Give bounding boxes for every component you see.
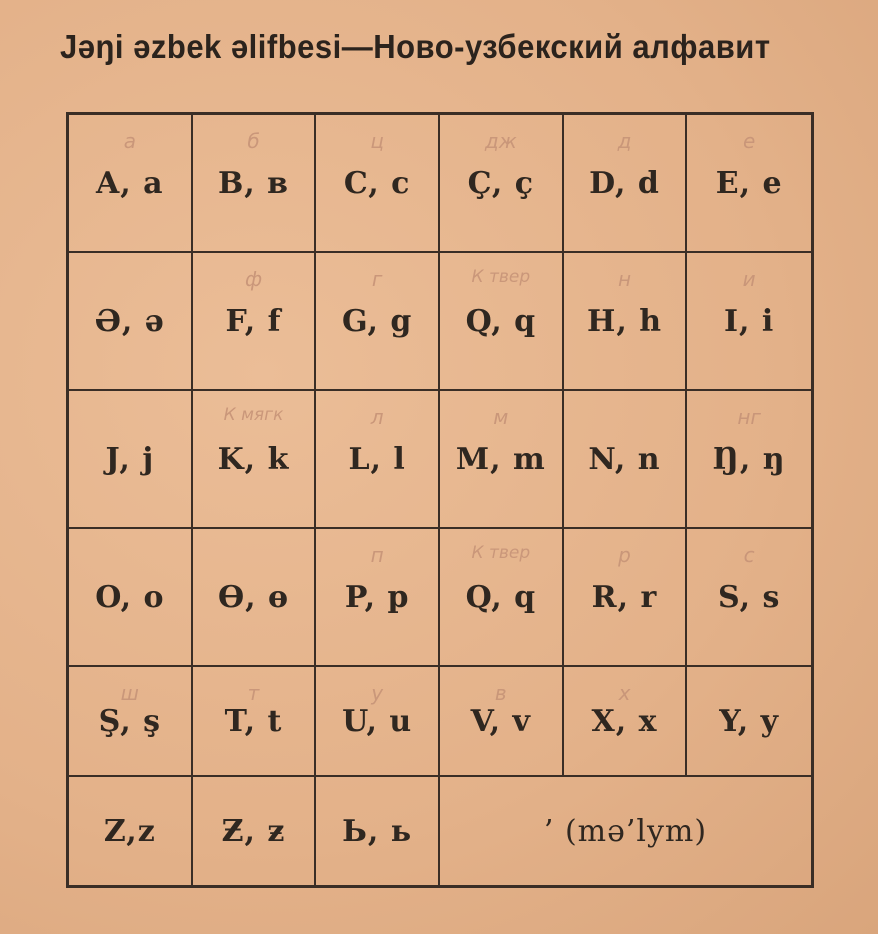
handwritten-note: и xyxy=(742,267,756,291)
handwritten-note: д xyxy=(617,129,632,153)
alphabet-cell xyxy=(564,667,688,777)
letter-label: N, n xyxy=(588,441,661,477)
handwritten-note: т xyxy=(247,681,260,705)
handwritten-note: е xyxy=(743,129,756,153)
letter-label: X, x xyxy=(591,703,658,739)
alphabet-cell xyxy=(687,529,811,667)
handwritten-note: дж xyxy=(484,129,517,153)
alphabet-cell xyxy=(69,253,193,391)
alphabet-cell xyxy=(69,115,193,253)
letter-label: J, j xyxy=(105,441,155,477)
alphabet-cell xyxy=(687,391,811,529)
apostrophe-cell xyxy=(440,777,811,885)
alphabet-cell xyxy=(564,253,688,391)
letter-label: Ɵ, ɵ xyxy=(217,579,289,615)
letter-label: Ƶ, ƶ xyxy=(221,813,286,849)
handwritten-note: в xyxy=(494,681,507,705)
handwritten-note: а xyxy=(123,129,136,153)
letter-label: M, m xyxy=(455,441,546,477)
alphabet-cell xyxy=(564,391,688,529)
handwritten-note: л xyxy=(370,405,384,429)
letter-label: Ь, ь xyxy=(342,813,413,849)
letter-label: D, d xyxy=(589,165,660,201)
handwritten-note: н xyxy=(617,267,632,291)
alphabet-cell xyxy=(440,529,564,667)
alphabet-cell xyxy=(316,253,440,391)
letter-label: F, f xyxy=(225,303,282,339)
alphabet-cell xyxy=(440,115,564,253)
letter-label: H, h xyxy=(586,303,663,339)
alphabet-cell xyxy=(316,777,440,885)
letter-label: Ə, ə xyxy=(94,303,165,339)
handwritten-note: ф xyxy=(244,267,263,291)
alphabet-cell xyxy=(440,253,564,391)
alphabet-cell xyxy=(316,391,440,529)
letter-label: T, t xyxy=(224,703,283,739)
letter-label: Q, q xyxy=(465,579,537,615)
handwritten-note: К твер xyxy=(471,267,531,287)
letter-label: V, v xyxy=(470,703,531,739)
handwritten-note: К мягк xyxy=(223,405,284,425)
letter-label: Q, q xyxy=(465,303,537,339)
handwritten-note: у xyxy=(371,681,384,705)
alphabet-cell xyxy=(687,253,811,391)
handwritten-note: г xyxy=(371,267,383,291)
handwritten-note: ц xyxy=(370,129,384,153)
letter-label: Ŋ, ŋ xyxy=(712,441,786,477)
alphabet-cell xyxy=(69,529,193,667)
alphabet-cell xyxy=(564,115,688,253)
alphabet-cell xyxy=(193,391,317,529)
letter-label: L, l xyxy=(348,441,406,477)
handwritten-note: б xyxy=(247,129,260,153)
handwritten-note: п xyxy=(370,543,384,567)
handwritten-note: м xyxy=(493,405,509,429)
alphabet-cell xyxy=(687,667,811,777)
alphabet-cell xyxy=(193,253,317,391)
handwritten-note: х xyxy=(618,681,631,705)
alphabet-cell xyxy=(687,115,811,253)
letter-label: U, u xyxy=(342,703,413,739)
letter-label: Ç, ç xyxy=(467,165,535,201)
alphabet-cell xyxy=(564,529,688,667)
letter-label: Y, y xyxy=(719,703,780,739)
letter-label: R, r xyxy=(591,579,658,615)
letter-label: G, g xyxy=(341,303,413,339)
letter-label: P, p xyxy=(344,579,410,615)
apostrophe-label: ’ (mə’lym) xyxy=(543,813,708,849)
letter-label: Ş, ş xyxy=(98,703,162,739)
handwritten-note: р xyxy=(618,543,631,567)
letter-label: C, c xyxy=(343,165,411,201)
alphabet-cell xyxy=(440,667,564,777)
alphabet-cell xyxy=(69,777,193,885)
letter-label: S, s xyxy=(717,579,781,615)
alphabet-cell xyxy=(440,391,564,529)
alphabet-cell xyxy=(69,667,193,777)
letter-label: I, i xyxy=(723,303,775,339)
alphabet-table xyxy=(66,112,814,888)
alphabet-cell xyxy=(193,667,317,777)
alphabet-cell xyxy=(316,529,440,667)
alphabet-cell xyxy=(193,777,317,885)
handwritten-note: К твер xyxy=(471,543,531,563)
letter-label: Z,z xyxy=(103,813,156,849)
alphabet-cell xyxy=(316,115,440,253)
letter-label: K, k xyxy=(217,441,290,477)
handwritten-note: нг xyxy=(737,405,761,429)
handwritten-note: с xyxy=(743,543,755,567)
handwritten-note: ш xyxy=(120,681,139,705)
letter-label: E, e xyxy=(715,165,783,201)
letter-label: O, o xyxy=(95,579,165,615)
alphabet-cell xyxy=(193,529,317,667)
letter-label: A, a xyxy=(96,165,164,201)
alphabet-cell xyxy=(316,667,440,777)
letter-label: B, в xyxy=(217,165,290,201)
alphabet-cell xyxy=(193,115,317,253)
alphabet-cell xyxy=(69,391,193,529)
page-title: Jəŋi əzbek əlifbesi—Ново-узбекский алфавит xyxy=(60,27,771,66)
